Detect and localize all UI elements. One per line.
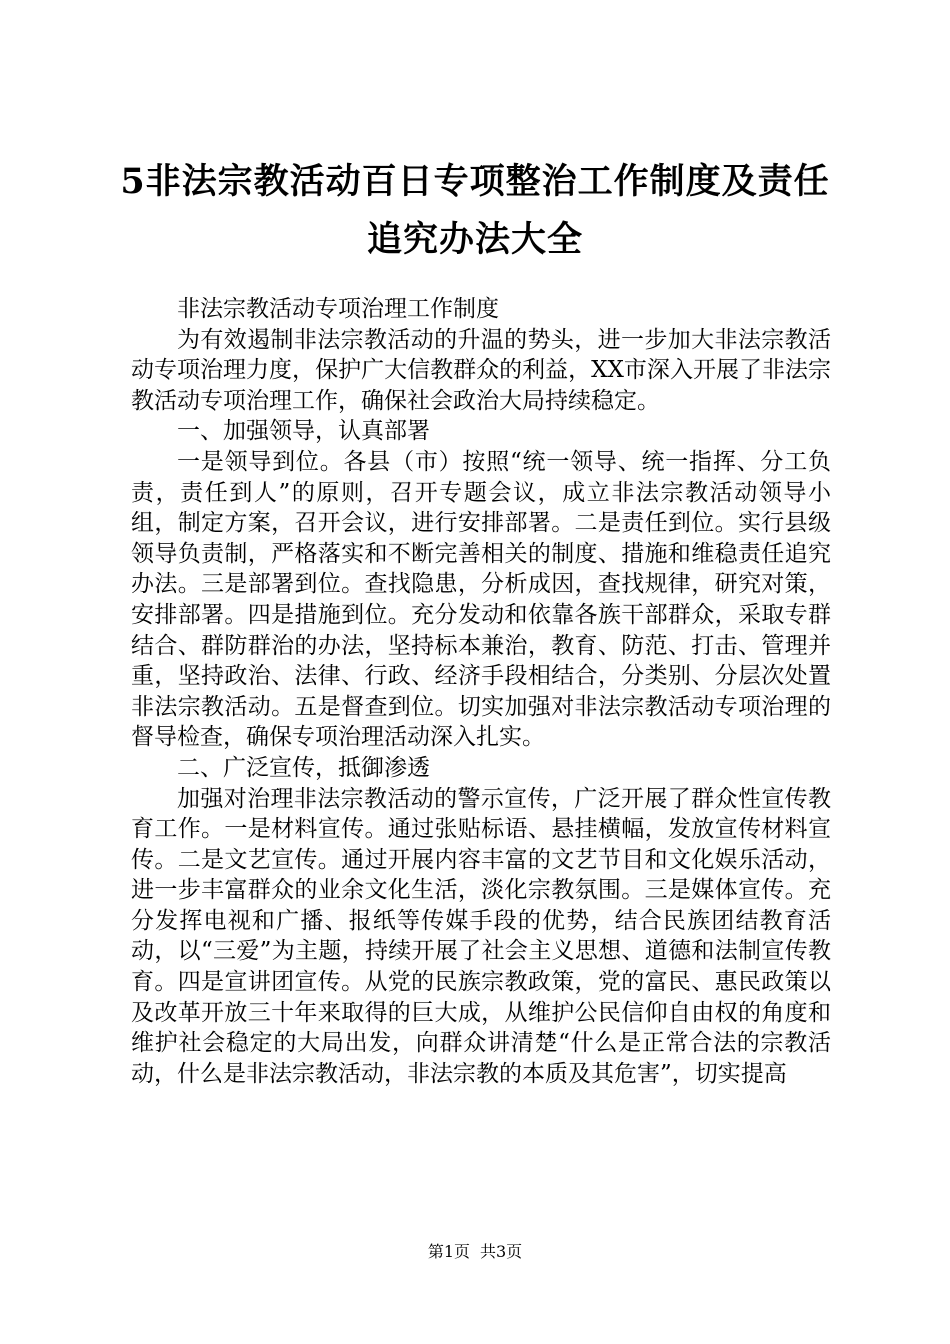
page-total: 共3页 (480, 1242, 523, 1261)
document-title-line-2: 追究办法大全 (366, 219, 583, 260)
document-title-line-1: 5非法宗教活动百日专项整治工作制度及责任 (120, 161, 830, 202)
publicity-paragraph: 加强对治理非法宗教活动的警示宣传，广泛开展了群众性宣传教育工作。一是材料宣传。通过张贴标语、悬挂横幅，发放宣传材料宣传。二是文艺宣传。通过开展内容丰富的文艺节目和文化娱乐活动，进一步丰富群众的业余文化生活，淡化宗教氛围。三是媒体宣传。充分发挥电视和广播、报纸等传媒手段的优势，结合民族团结教育活动，以“三爱”为主题，持续开展了社会主义思想、道德和法制宣传教育。四是宣讲团宣传。从党的民族宗教政策，党的富民、惠民政策以及改革开放三十年来取得的巨大成，从维护公民信仰自由权的角度和维护社会稳定的大局出发，向群众讲清楚“什么是正常合法的宗教活动，什么是非法宗教活动，非法宗教的本质及其危害”，切实提高 (131, 785, 831, 1087)
intro-paragraph: 为有效遏制非法宗教活动的升温的势头，进一步加大非法宗教活动专项治理力度，保护广大信教群众的利益，XX市深入开展了非法宗教活动专项治理工作，确保社会政治大局持续稳定。 (131, 326, 831, 414)
page-footer (0, 1241, 950, 1263)
document-body (131, 294, 831, 1089)
section-heading-leadership: 一、加强领导，认真部署 (177, 418, 430, 445)
page-number: 第1页 (427, 1242, 470, 1261)
section-heading-system: 非法宗教活动专项治理工作制度 (177, 296, 499, 322)
section-heading-publicity: 二、广泛宣传，抵御渗透 (177, 754, 430, 781)
leadership-paragraph: 一是领导到位。各县（市）按照“统一领导、统一指挥、分工负责，责任到人”的原则，召开专题会议，成立非法宗教活动领导小组，制定方案，召开会议，进行安排部署。二是责任到位。实行县级领导负责制，严格落实和不断完善相关的制度、措施和维稳责任追究办法。三是部署到位。查找隐患，分析成因，查找规律，研究对策，安排部署。四是措施到位。充分发动和依靠各族干部群众，采取专群结合、群防群治的办法，坚持标本兼治，教育、防范、打击、管理并重，坚持政治、法律、行政、经济手段相结合，分类别、分层次处置非法宗教活动。五是督查到位。切实加强对非法宗教活动专项治理的督导检查，确保专项治理活动深入扎实。 (131, 448, 831, 751)
